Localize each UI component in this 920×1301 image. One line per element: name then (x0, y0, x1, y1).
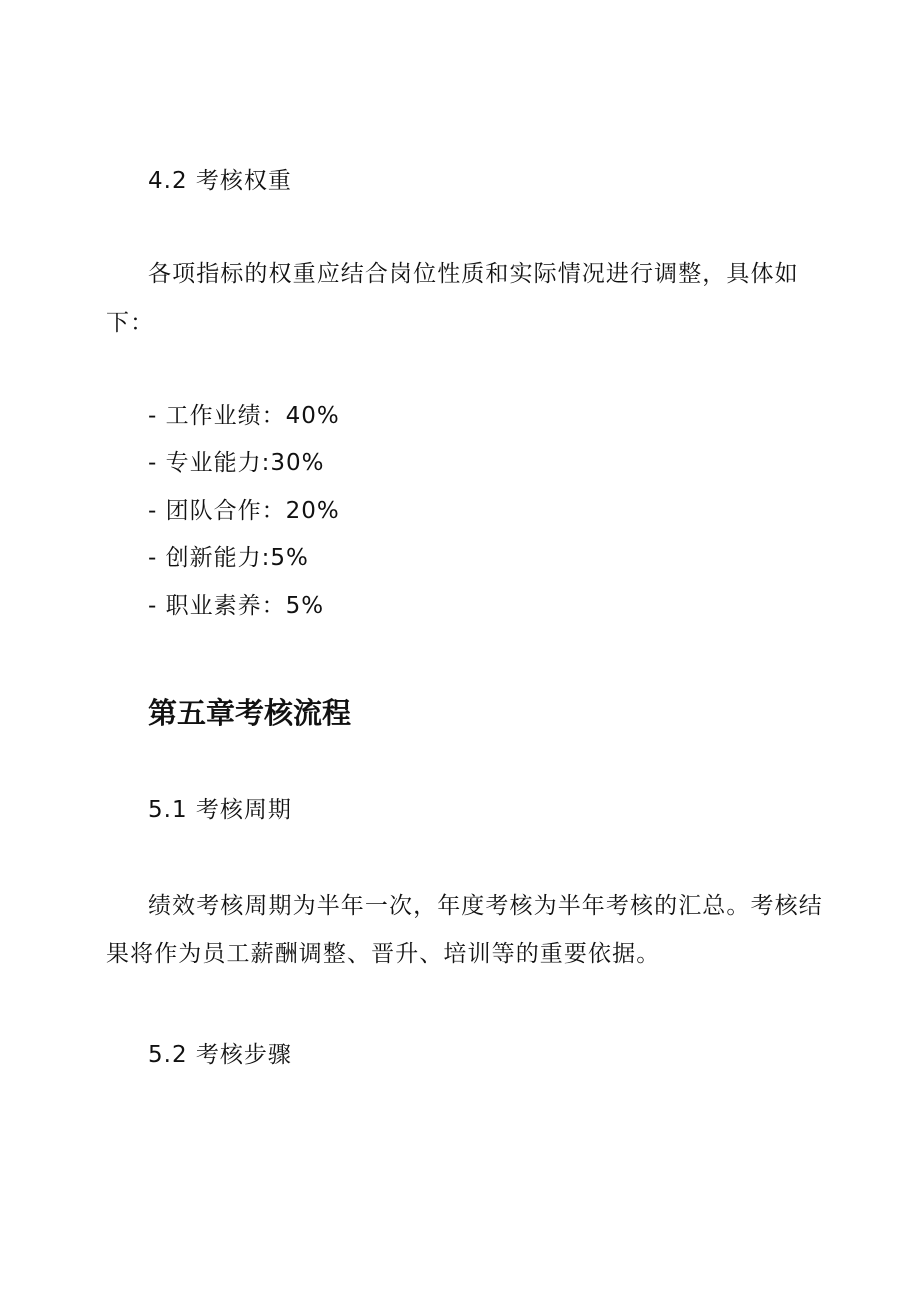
weight-item-professionalism: - 职业素养：5% (148, 593, 325, 619)
chapter-5-title: 第五章考核流程 (148, 696, 352, 730)
weights-paragraph-line-2: 下： (106, 310, 155, 336)
weights-paragraph-line-1: 各项指标的权重应结合岗位性质和实际情况进行调整，具体如 (148, 261, 799, 287)
section-heading-5-1: 5.1 考核周期 (148, 797, 292, 823)
section-heading-4-2: 4.2 考核权重 (148, 168, 292, 194)
weight-item-work-performance: - 工作业绩：40% (148, 403, 340, 429)
section-heading-5-2: 5.2 考核步骤 (148, 1042, 292, 1068)
weight-item-teamwork: - 团队合作：20% (148, 498, 340, 524)
cycle-paragraph-line-2: 果将作为员工薪酬调整、晋升、培训等的重要依据。 (106, 941, 661, 967)
cycle-paragraph-line-1: 绩效考核周期为半年一次，年度考核为半年考核的汇总。考核结 (148, 893, 823, 919)
weight-item-innovation: - 创新能力:5% (148, 545, 309, 571)
weight-item-professional-ability: - 专业能力:30% (148, 450, 325, 476)
